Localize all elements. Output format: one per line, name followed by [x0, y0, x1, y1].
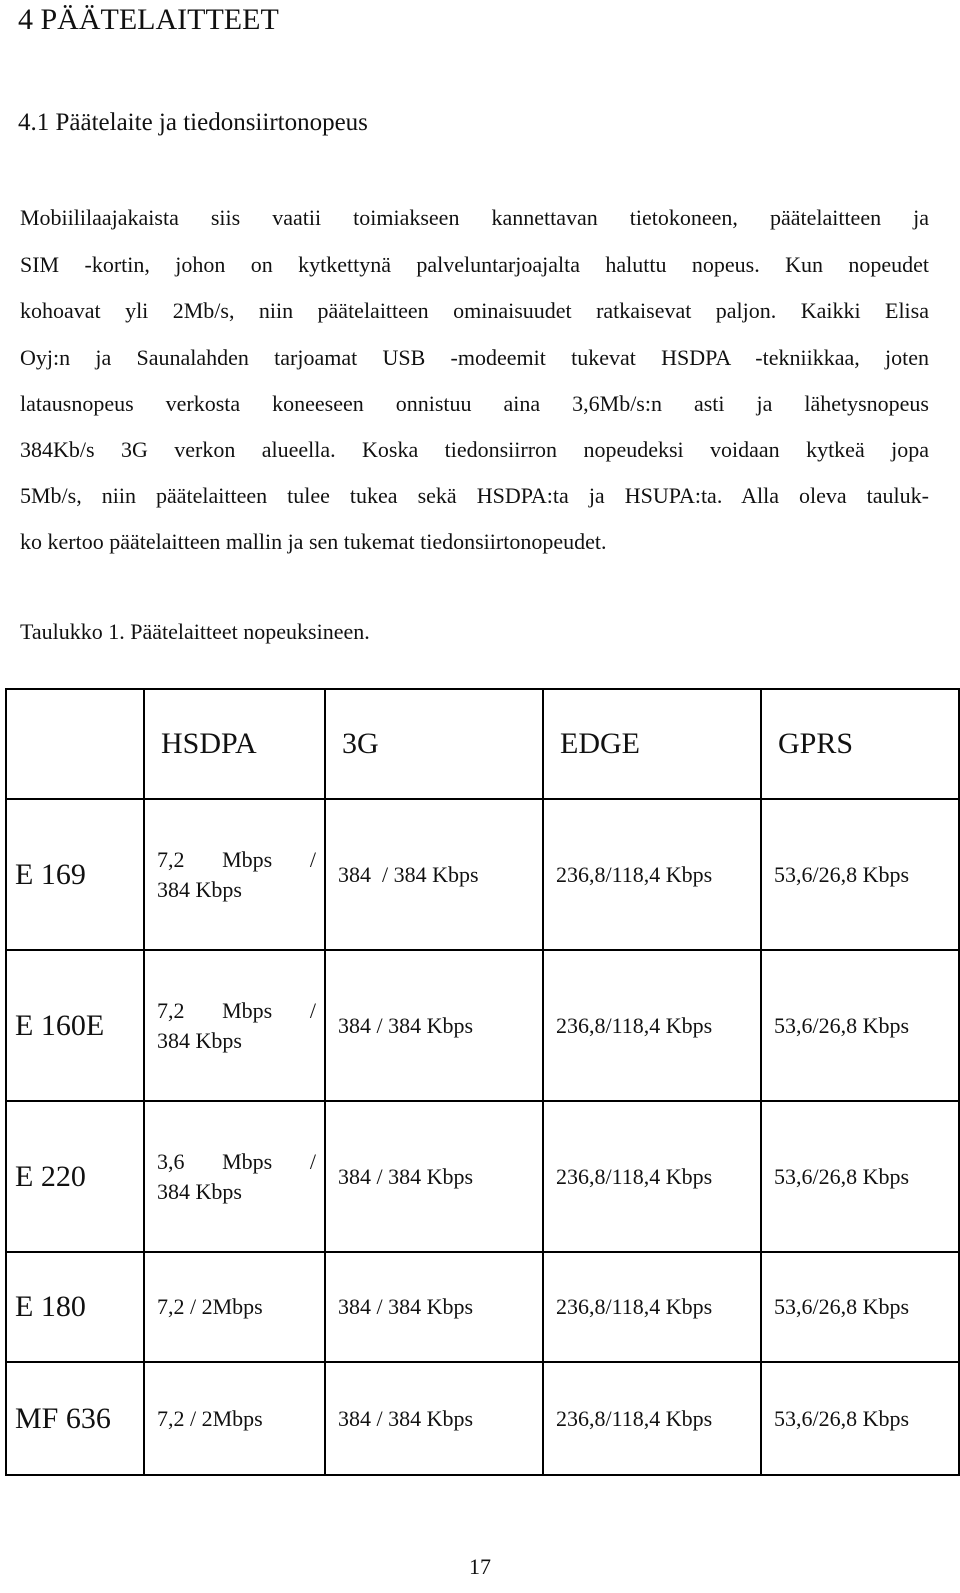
table-row [6, 1362, 959, 1475]
table-caption: Taulukko 1. Päätelaitteet nopeuksineen. [20, 619, 370, 644]
hsdpa-cell [144, 1101, 325, 1252]
header-cell-gprs: GPRS [761, 689, 959, 799]
gprs-cell: 53,6/26,8 Kbps [761, 1362, 959, 1475]
3g-cell: 384 / 384 Kbps [325, 799, 543, 950]
hsdpa-cell: 7,2 / 2Mbps [144, 1362, 325, 1475]
gprs-cell: 53,6/26,8 Kbps [761, 950, 959, 1101]
model-cell: E 160E [6, 950, 144, 1101]
header-cell-empty [6, 689, 144, 799]
model-cell: E 220 [6, 1101, 144, 1252]
edge-cell: 236,8/118,4 Kbps [543, 1362, 761, 1475]
hsdpa-upload: 384 Kbps [157, 1178, 242, 1204]
paragraph-line: Mobiililaajakaista siis vaatii toimiakseen kannettavan tietokoneen, päätelaitteen ja [20, 205, 929, 230]
paragraph-line: ko kertoo päätelaitteen mallin ja sen tukemat tiedonsiirtonopeudet. [20, 529, 607, 554]
hsdpa-cell: 7,2 / 2Mbps [144, 1252, 325, 1362]
section-title: 4.1 Päätelaite ja tiedonsiirtonopeus [18, 109, 368, 136]
chapter-title: 4 PÄÄTELAITTEET [18, 3, 279, 36]
device-speed-table [5, 688, 960, 1476]
edge-cell: 236,8/118,4 Kbps [543, 950, 761, 1101]
hsdpa-value: 3,6 [157, 1148, 185, 1174]
hsdpa-separator: / [309, 997, 316, 1023]
gprs-cell: 53,6/26,8 Kbps [761, 1252, 959, 1362]
hsdpa-upload: 384 Kbps [157, 1027, 242, 1053]
3g-cell: 384 / 384 Kbps [325, 950, 543, 1101]
gprs-cell: 53,6/26,8 Kbps [761, 799, 959, 950]
hsdpa-cell [144, 950, 325, 1101]
hsdpa-cell [144, 799, 325, 950]
header-cell-hsdpa: HSDPA [144, 689, 325, 799]
hsdpa-upload: 384 Kbps [157, 876, 242, 902]
paragraph-line: latausnopeus verkosta koneeseen onnistuu aina 3,6Mb/s:n asti ja lähetysnopeus [20, 391, 929, 416]
header-cell-edge: EDGE [543, 689, 761, 799]
hsdpa-value: 7,2 [157, 846, 185, 872]
hsdpa-unit: Mbps [222, 1148, 273, 1174]
hsdpa-unit: Mbps [222, 997, 273, 1023]
table-row [6, 950, 959, 1101]
3g-cell: 384 / 384 Kbps [325, 1101, 543, 1252]
3g-cell: 384 / 384 Kbps [325, 1252, 543, 1362]
table-row [6, 1101, 959, 1252]
hsdpa-unit: Mbps [222, 846, 273, 872]
model-cell: E 169 [6, 799, 144, 950]
model-cell: MF 636 [6, 1362, 144, 1475]
model-cell: E 180 [6, 1252, 144, 1362]
edge-cell: 236,8/118,4 Kbps [543, 799, 761, 950]
paragraph-line: 5Mb/s, niin päätelaitteen tulee tukea sekä HSDPA:ta ja HSUPA:ta. Alla oleva tauluk- [20, 483, 929, 508]
header-cell-3g: 3G [325, 689, 543, 799]
table-row [6, 799, 959, 950]
edge-cell: 236,8/118,4 Kbps [543, 1101, 761, 1252]
paragraph-line: SIM -kortin, johon on kytkettynä palveluntarjoajalta haluttu nopeus. Kun nopeudet [20, 252, 929, 277]
hsdpa-separator: / [309, 1148, 316, 1174]
paragraph-line: 384Kb/s 3G verkon alueella. Koska tiedonsiirron nopeudeksi voidaan kytkeä jopa [20, 437, 929, 462]
paragraph-line: Oyj:n ja Saunalahden tarjoamat USB -modeemit tukevat HSDPA -tekniikkaa, joten [20, 345, 929, 370]
hsdpa-value: 7,2 [157, 997, 185, 1023]
table-header-row [6, 689, 959, 799]
page-number: 17 [469, 1554, 491, 1579]
paragraph-line: kohoavat yli 2Mb/s, niin päätelaitteen ominaisuudet ratkaisevat paljon. Kaikki Elisa [20, 298, 929, 323]
hsdpa-separator: / [309, 846, 316, 872]
3g-cell: 384 / 384 Kbps [325, 1362, 543, 1475]
edge-cell: 236,8/118,4 Kbps [543, 1252, 761, 1362]
table-row [6, 1252, 959, 1362]
gprs-cell: 53,6/26,8 Kbps [761, 1101, 959, 1252]
